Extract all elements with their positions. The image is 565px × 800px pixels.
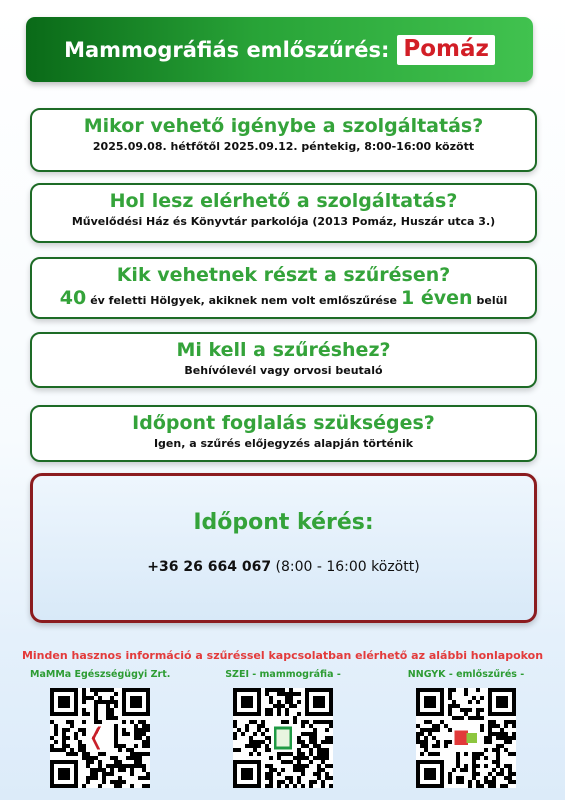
page-header [26,17,533,82]
info-card-who [30,257,537,319]
card-answer: 2025.09.08. hétfőtől 2025.09.12. péntekig, 8:00-16:00 között [92,140,475,153]
qr-code-szei[interactable] [233,688,333,788]
qr-code-icon [233,688,333,788]
szei-logo-icon [271,724,295,752]
city-badge: Pomáz [397,35,495,65]
card-answer-end: belül [476,294,508,307]
appointment-title: Időpont kérés: [193,510,374,535]
card-question: Időpont foglalás szükséges? [132,412,435,434]
phone-number[interactable]: +36 26 664 067 [147,559,272,575]
card-answer: Behívólevél vagy orvosi beutaló [184,364,383,377]
qr-label-mamma: MaMMa Egészségügyi Zrt. [30,669,171,680]
card-question: Hol lesz elérhető a szolgáltatás? [109,190,458,212]
qr-code-icon [50,688,150,788]
card-answer-text: év feletti Hölgyek, akiknek nem volt emlőszűrése [90,294,397,307]
phone-line [33,559,534,575]
page-title: Mammográfiás emlőszűrés: [64,37,390,62]
info-card-booking [30,405,537,462]
qr-code-mamma[interactable] [50,688,150,788]
qr-code-nngyk[interactable] [416,688,516,788]
card-answer: Igen, a szűrés előjegyzés alapján történik [153,437,414,450]
card-question: Mi kell a szűréshez? [176,339,391,361]
nngyk-logo-icon [452,724,480,752]
card-question: Kik vehetnek részt a szűrésen? [116,264,451,286]
age-number: 40 [59,287,87,309]
card-answer: Művelődési Ház és Könyvtár parkolója (2013 Pomáz, Huszár utca 3.) [71,215,496,228]
info-card-where [30,183,537,243]
info-card-what [30,332,537,388]
interval-number: 1 éven [400,287,473,309]
card-answer [32,287,535,309]
info-text: Minden hasznos információ a szűréssel kapcsolatban elérhető az alábbi honlapokon [21,649,544,662]
qr-label-szei: SZEI - mammográfia - [225,669,341,680]
appointment-box [30,473,537,623]
info-card-when [30,108,537,172]
phone-hours: (8:00 - 16:00 között) [271,559,420,575]
mamma-logo-icon [86,724,114,752]
qr-label-nngyk: NNGYK - emlőszűrés - [407,669,525,680]
qr-code-icon [416,688,516,788]
card-question: Mikor vehető igénybe a szolgáltatás? [83,115,484,137]
